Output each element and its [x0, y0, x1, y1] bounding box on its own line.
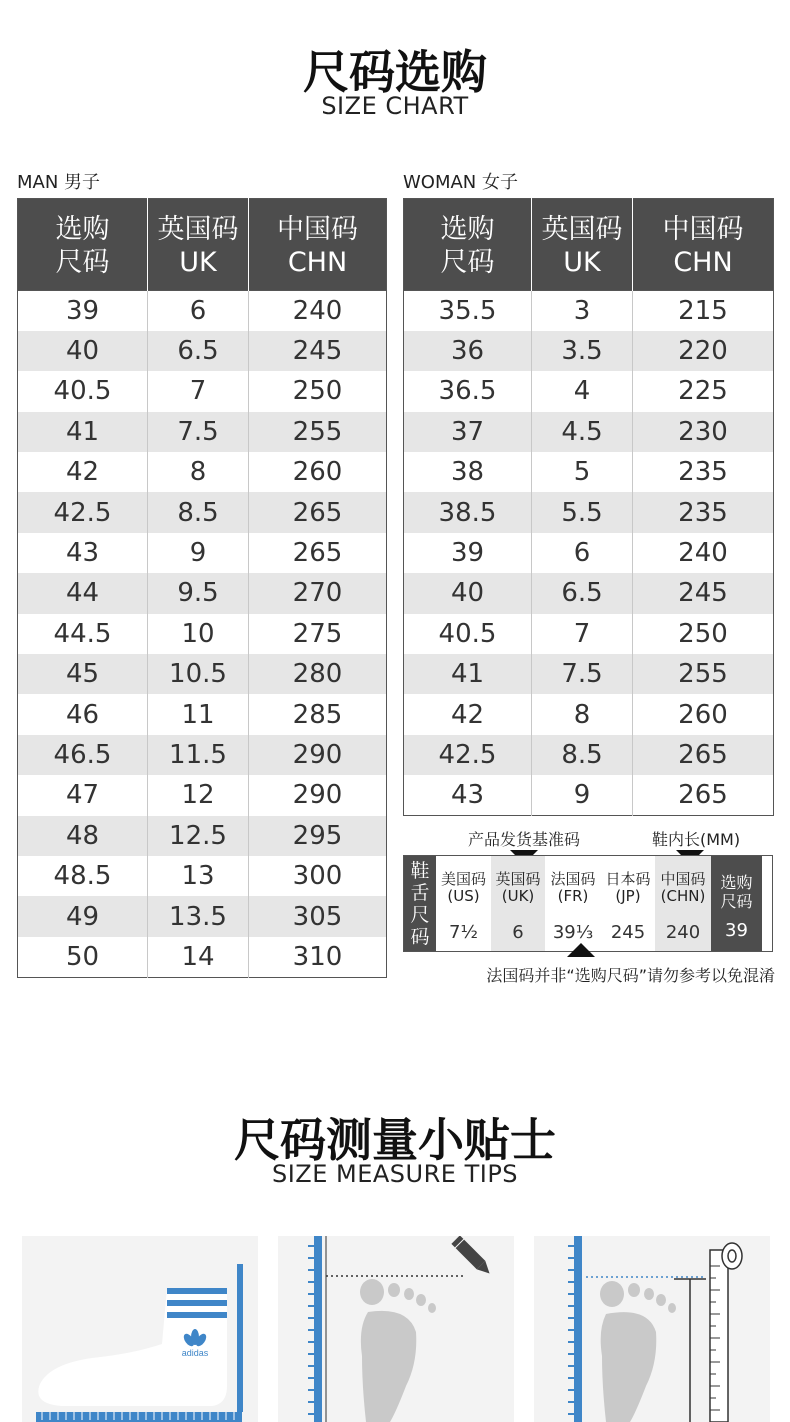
table-cell: 265	[633, 735, 774, 775]
pencil-icon	[451, 1236, 493, 1278]
table-cell: 8	[148, 452, 249, 492]
table-cell: 265	[633, 775, 774, 815]
table-cell: 220	[633, 331, 774, 371]
table-cell: 255	[249, 412, 387, 452]
tape-measure-icon	[710, 1243, 742, 1422]
women-header-text: CHN	[673, 246, 733, 278]
reference-size-label: 产品发货基准码	[468, 830, 581, 849]
table-cell: 5	[532, 452, 633, 492]
table-row	[404, 775, 774, 815]
men-header-text: CHN	[287, 246, 348, 278]
table-row	[404, 331, 774, 371]
table-cell: 9.5	[148, 573, 249, 613]
table-row	[18, 775, 387, 815]
table-cell: 250	[633, 614, 774, 654]
men-size-table	[17, 198, 387, 978]
table-cell: 8	[532, 694, 633, 734]
table-row	[404, 452, 774, 492]
table-cell: 7	[532, 614, 633, 654]
table-cell: 48	[18, 816, 148, 856]
table-cell: 275	[249, 614, 387, 654]
tongue-col-uk	[491, 856, 545, 951]
table-row	[18, 896, 387, 936]
table-cell: 295	[249, 816, 387, 856]
men-header-text: 尺码	[55, 246, 110, 278]
table-cell: 255	[633, 654, 774, 694]
women-header-cell	[532, 199, 633, 291]
table-cell: 41	[404, 654, 532, 694]
table-cell: 250	[249, 371, 387, 411]
vertical-ruler-icon	[568, 1236, 582, 1422]
table-cell: 3	[532, 291, 633, 331]
table-cell: 265	[249, 492, 387, 532]
men-header-cell	[18, 199, 148, 291]
table-cell: 35.5	[404, 291, 532, 331]
men-table-header-row	[18, 199, 387, 291]
table-row	[404, 533, 774, 573]
fr-size-warning-note: 法国码并非“选购尺码”请勿参考以免混淆	[486, 966, 775, 985]
tongue-col-unit: (FR)	[557, 887, 589, 905]
tongue-side-char: 码	[410, 926, 430, 948]
table-cell: 42.5	[18, 492, 148, 532]
table-cell: 235	[633, 452, 774, 492]
size-chart-title-en: SIZE CHART	[321, 92, 469, 120]
table-cell: 8.5	[532, 735, 633, 775]
tongue-col-title: 日本码	[605, 870, 651, 888]
table-row	[18, 856, 387, 896]
tongue-label-example	[403, 855, 773, 952]
women-header-cell	[404, 199, 532, 291]
footprint-icon	[600, 1281, 676, 1422]
table-row	[404, 614, 774, 654]
measure-tips-title-en: SIZE MEASURE TIPS	[271, 1160, 519, 1188]
table-cell: 50	[18, 937, 148, 977]
table-cell: 48.5	[18, 856, 148, 896]
men-header-cell	[148, 199, 249, 291]
tongue-col-unit: (US)	[447, 887, 480, 905]
women-table-header-row	[404, 199, 774, 291]
table-cell: 225	[633, 371, 774, 411]
table-cell: 260	[633, 694, 774, 734]
table-cell: 43	[404, 775, 532, 815]
tongue-col-unit: (JP)	[615, 887, 641, 905]
tongue-col-chn	[655, 856, 711, 951]
men-header-text: 选购	[55, 213, 110, 245]
table-cell: 39	[18, 291, 148, 331]
table-row	[18, 735, 387, 775]
table-cell: 245	[633, 573, 774, 613]
measure-tips-title-zh: 尺码测量小贴士	[234, 1113, 556, 1167]
purchase-size-label: 尺码	[720, 892, 753, 911]
table-cell: 290	[249, 735, 387, 775]
table-row	[18, 371, 387, 411]
tip-sock-panel	[22, 1236, 258, 1422]
table-cell: 8.5	[148, 492, 249, 532]
table-cell: 40	[18, 331, 148, 371]
tongue-col-value: 240	[665, 922, 701, 943]
table-row	[18, 492, 387, 532]
tongue-side-label	[404, 856, 436, 951]
sock-stripe-icon	[167, 1288, 227, 1294]
tongue-col-title: 法国码	[550, 870, 596, 888]
footprint-icon	[360, 1279, 436, 1422]
table-cell: 5.5	[532, 492, 633, 532]
table-cell: 44.5	[18, 614, 148, 654]
table-cell: 45	[18, 654, 148, 694]
table-cell: 11	[148, 694, 249, 734]
table-cell: 38	[404, 452, 532, 492]
table-cell: 240	[633, 533, 774, 573]
table-row	[404, 735, 774, 775]
table-cell: 270	[249, 573, 387, 613]
table-cell: 6.5	[148, 331, 249, 371]
sock-stripe-icon	[167, 1300, 227, 1306]
table-cell: 40.5	[18, 371, 148, 411]
table-row	[18, 937, 387, 977]
women-header-text: 选购	[440, 213, 495, 245]
adidas-logo-text: adidas	[181, 1348, 209, 1358]
table-cell: 11.5	[148, 735, 249, 775]
table-cell: 285	[249, 694, 387, 734]
table-cell: 240	[249, 291, 387, 331]
men-header-text: 中国码	[277, 213, 358, 245]
table-row	[18, 654, 387, 694]
tape-measure-illustration	[534, 1236, 770, 1422]
table-cell: 39	[404, 533, 532, 573]
table-cell: 49	[18, 896, 148, 936]
table-cell: 3.5	[532, 331, 633, 371]
table-cell: 47	[18, 775, 148, 815]
table-row	[404, 492, 774, 532]
table-cell: 13.5	[148, 896, 249, 936]
sock-stripe-icon	[167, 1312, 227, 1318]
table-row	[18, 573, 387, 613]
women-header-text: 中国码	[662, 213, 744, 245]
table-cell: 4.5	[532, 412, 633, 452]
women-header-cell	[633, 199, 774, 291]
men-section-label: MAN 男子	[17, 172, 101, 193]
vertical-ruler-icon	[308, 1236, 322, 1422]
table-cell: 235	[633, 492, 774, 532]
table-row	[18, 694, 387, 734]
table-cell: 7.5	[148, 412, 249, 452]
women-header-text: UK	[563, 246, 601, 278]
tongue-side-char: 鞋	[410, 860, 430, 882]
table-cell: 9	[148, 533, 249, 573]
men-header-text: 英国码	[157, 213, 239, 245]
tongue-col-title: 英国码	[495, 870, 541, 888]
table-cell: 13	[148, 856, 249, 896]
women-section-label: WOMAN 女子	[403, 172, 518, 193]
table-row	[404, 412, 774, 452]
women-header-text: 尺码	[440, 246, 495, 278]
tongue-purchase-size	[711, 856, 762, 951]
table-row	[18, 614, 387, 654]
tongue-col-fr	[545, 856, 601, 951]
table-row	[18, 452, 387, 492]
table-cell: 36.5	[404, 371, 532, 411]
table-row	[404, 573, 774, 613]
tongue-side-char: 尺	[410, 904, 430, 926]
women-size-table	[403, 198, 774, 816]
table-cell: 36	[404, 331, 532, 371]
tongue-col-unit: (CHN)	[660, 887, 706, 905]
table-cell: 43	[18, 533, 148, 573]
table-cell: 6	[532, 533, 633, 573]
table-cell: 40	[404, 573, 532, 613]
sock-foot-illustration	[22, 1236, 258, 1422]
table-cell: 7	[148, 371, 249, 411]
purchase-size-value: 39	[725, 920, 748, 941]
table-cell: 230	[633, 412, 774, 452]
table-row	[18, 291, 387, 331]
table-cell: 12.5	[148, 816, 249, 856]
table-cell: 46	[18, 694, 148, 734]
table-cell: 245	[249, 331, 387, 371]
table-cell: 6	[148, 291, 249, 331]
tongue-col-title: 中国码	[660, 870, 706, 888]
table-cell: 46.5	[18, 735, 148, 775]
size-chart-title-zh: 尺码选购	[303, 45, 487, 99]
men-header-text: UK	[179, 246, 217, 278]
table-cell: 6.5	[532, 573, 633, 613]
table-cell: 14	[148, 937, 249, 977]
table-cell: 215	[633, 291, 774, 331]
table-row	[404, 694, 774, 734]
table-cell: 37	[404, 412, 532, 452]
table-cell: 10	[148, 614, 249, 654]
table-row	[404, 654, 774, 694]
table-row	[18, 533, 387, 573]
women-header-text: 英国码	[541, 213, 623, 245]
purchase-size-label: 选购	[720, 873, 753, 892]
vertical-ruler-icon	[237, 1264, 243, 1412]
tongue-col-title: 美国码	[440, 870, 486, 888]
tongue-col-value: 7½	[449, 922, 478, 943]
table-cell: 41	[18, 412, 148, 452]
tip-footprint-panel	[278, 1236, 514, 1422]
tongue-side-char: 舌	[410, 882, 430, 904]
table-cell: 300	[249, 856, 387, 896]
tongue-col-value: 6	[512, 922, 524, 943]
table-cell: 38.5	[404, 492, 532, 532]
table-row	[18, 412, 387, 452]
fr-size-arrow-icon	[567, 943, 595, 957]
table-cell: 260	[249, 452, 387, 492]
footprint-illustration	[278, 1236, 514, 1422]
table-row	[404, 371, 774, 411]
table-cell: 10.5	[148, 654, 249, 694]
tip-tape-measure-panel	[534, 1236, 770, 1422]
table-row	[18, 816, 387, 856]
table-cell: 42.5	[404, 735, 532, 775]
table-cell: 42	[18, 452, 148, 492]
table-row	[404, 291, 774, 331]
inner-length-label: 鞋内长(MM)	[652, 830, 741, 849]
men-header-cell	[249, 199, 387, 291]
table-cell: 42	[404, 694, 532, 734]
tongue-col-value: 245	[610, 922, 646, 943]
table-cell: 305	[249, 896, 387, 936]
table-cell: 4	[532, 371, 633, 411]
tongue-col-unit: (UK)	[501, 887, 535, 905]
tongue-col-us	[436, 856, 491, 951]
table-cell: 40.5	[404, 614, 532, 654]
table-cell: 44	[18, 573, 148, 613]
table-row	[18, 331, 387, 371]
table-cell: 9	[532, 775, 633, 815]
tongue-col-value: 39⅓	[552, 922, 594, 943]
horizontal-ruler-icon	[36, 1412, 242, 1422]
table-cell: 280	[249, 654, 387, 694]
tongue-col-jp	[601, 856, 655, 951]
table-cell: 7.5	[532, 654, 633, 694]
table-cell: 310	[249, 937, 387, 977]
table-cell: 265	[249, 533, 387, 573]
table-cell: 290	[249, 775, 387, 815]
table-cell: 12	[148, 775, 249, 815]
